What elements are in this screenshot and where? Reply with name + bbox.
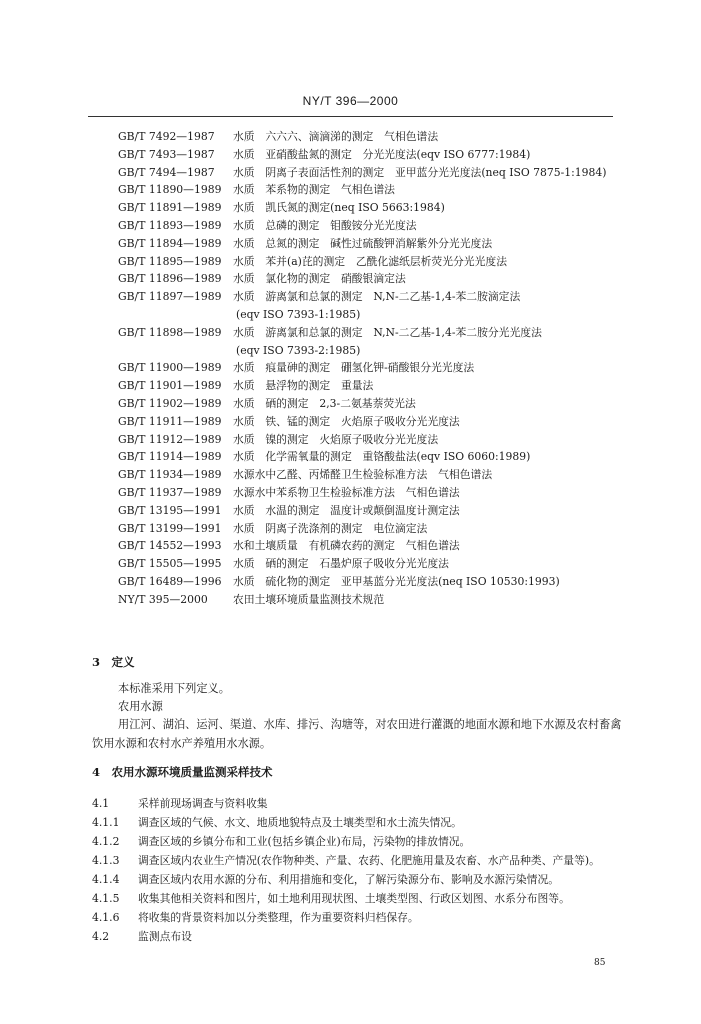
reference-code: GB/T 13195—1991	[118, 503, 222, 517]
reference-title: 水质 总磷的测定 钼酸铵分光光度法	[233, 218, 417, 232]
reference-title: 水质 亚硝酸盐氮的测定 分光光度法(eqv ISO 6777:1984)	[233, 147, 531, 161]
reference-row	[118, 484, 638, 502]
clause-item	[92, 891, 570, 906]
reference-code: GB/T 16489—1996	[118, 574, 222, 588]
reference-title: 农田土壤环境质量监测技术规范	[233, 592, 385, 606]
reference-row	[118, 146, 638, 164]
clause-number: 4.1.2	[92, 835, 120, 848]
reference-row	[118, 413, 638, 431]
reference-row	[118, 342, 638, 360]
reference-row	[118, 395, 638, 413]
reference-title: 水质 阴离子洗涤剂的测定 电位滴定法	[233, 521, 428, 535]
reference-code: GB/T 11901—1989	[118, 379, 222, 393]
clause-text: 监测点布设	[138, 930, 192, 943]
reference-title: (eqv ISO 7393-1:1985)	[236, 307, 361, 321]
clause-number: 4.1.6	[92, 911, 120, 924]
clause-text: 收集其他相关资料和图片，如土地利用现状图、土壤类型图、行政区划图、水系分布图等。	[138, 892, 570, 905]
reference-title: 水质 氯化物的测定 硝酸银滴定法	[233, 272, 406, 286]
clause-item	[92, 815, 462, 830]
reference-code: NY/T 395—2000	[118, 592, 208, 606]
reference-row	[118, 253, 638, 271]
clause-text: 调查区域内农用水源的分布、利用措施和变化，了解污染源分布、影响及水源污染情况。	[138, 873, 560, 886]
section-3-intro: 本标准采用下列定义。	[118, 682, 230, 695]
clause-text: 调查区域的气候、水文、地质地貌特点及土壤类型和水土流失情况。	[138, 816, 462, 829]
reference-code: GB/T 7492—1987	[118, 130, 215, 143]
reference-code: GB/T 11897—1989	[118, 290, 222, 304]
reference-code: GB/T 14552—1993	[118, 539, 222, 553]
section-4-heading: 4 农用水源环境质量监测采样技术	[92, 765, 273, 779]
page-number: 85	[594, 958, 606, 968]
reference-title: 水质 硒的测定 石墨炉原子吸收分光光度法	[233, 557, 449, 571]
clause-number: 4.2	[92, 930, 110, 943]
reference-row	[118, 555, 638, 573]
normative-references-list	[118, 128, 638, 609]
definition-line-1: 用江河、湖泊、运河、渠道、水库、排污、沟塘等，对农田进行灌溉的地面水源和地下水源及农村畜禽	[118, 718, 622, 731]
reference-code: GB/T 11911—1989	[118, 414, 222, 428]
reference-row	[118, 573, 638, 591]
reference-row	[118, 270, 638, 288]
reference-row	[118, 199, 638, 217]
reference-title: 水质 苯系物的测定 气相色谱法	[233, 183, 395, 197]
reference-row	[118, 235, 638, 253]
header-rule	[88, 116, 613, 117]
reference-code: GB/T 11934—1989	[118, 468, 222, 482]
reference-row	[118, 128, 638, 146]
reference-row	[118, 537, 638, 555]
clause-number: 4.1.5	[92, 892, 120, 905]
clause-text: 调查区域内农业生产情况(农作物种类、产量、农药、化肥施用量及农畜、水产品种类、产量等)。	[138, 854, 600, 867]
reference-title: 水质 硒的测定 2,3-二氨基萘荧光法	[233, 396, 416, 410]
clause-text: 将收集的背景资料加以分类整理，作为重要资料归档保存。	[138, 911, 419, 924]
reference-title: 水质 硫化物的测定 亚甲基蓝分光光度法(neq ISO 10530:1993)	[233, 574, 560, 588]
reference-title: 水质 凯氏氮的测定(neq ISO 5663:1984)	[233, 201, 445, 215]
reference-code: GB/T 7494—1987	[118, 165, 215, 179]
reference-title: 水质 游离氯和总氯的测定 N,N-二乙基-1,4-苯二胺滴定法	[233, 290, 521, 304]
reference-code: GB/T 11900—1989	[118, 361, 222, 375]
clause-item	[92, 872, 559, 887]
section-3-heading: 3 定义	[92, 655, 135, 669]
reference-title: 水质 痕量砷的测定 硼氢化钾-硝酸银分光光度法	[233, 361, 475, 375]
term-agricultural-water-source: 农用水源	[118, 700, 163, 713]
clause-number: 4.1.4	[92, 873, 120, 886]
reference-code: GB/T 11890—1989	[118, 183, 222, 197]
clause-number: 4.1	[92, 797, 110, 810]
clause-item	[92, 853, 600, 868]
reference-row	[118, 324, 638, 342]
reference-code: GB/T 11898—1989	[118, 325, 222, 339]
reference-title: 水质 铁、锰的测定 火焰原子吸收分光光度法	[233, 414, 460, 428]
reference-code: GB/T 11937—1989	[118, 485, 222, 499]
reference-row	[118, 164, 638, 182]
standard-header: NY/T 396—2000	[302, 94, 399, 108]
clause-text: 采样前现场调查与资料收集	[138, 797, 268, 810]
reference-code: GB/T 11895—1989	[118, 254, 222, 268]
reference-title: 水质 镍的测定 火焰原子吸收分光光度法	[233, 432, 439, 446]
reference-title: 水质 水温的测定 温度计或颠倒温度计测定法	[233, 503, 460, 517]
reference-title: 水质 阴离子表面活性剂的测定 亚甲蓝分光光度法(neq ISO 7875-1:1984)	[233, 165, 607, 179]
reference-row	[118, 591, 638, 609]
reference-row	[118, 502, 638, 520]
clause-item	[92, 929, 192, 944]
definition-line-2: 饮用水源和农村水产养殖用水水源。	[92, 737, 272, 750]
reference-row	[118, 359, 638, 377]
reference-code: GB/T 11902—1989	[118, 396, 222, 410]
reference-code: GB/T 11912—1989	[118, 432, 222, 446]
clause-item	[92, 796, 268, 811]
reference-row	[118, 448, 638, 466]
reference-code: GB/T 15505—1995	[118, 557, 222, 571]
reference-title: 水质 悬浮物的测定 重量法	[233, 379, 374, 393]
reference-code: GB/T 11914—1989	[118, 450, 222, 464]
reference-code: GB/T 11891—1989	[118, 201, 222, 215]
reference-row	[118, 377, 638, 395]
clause-item	[92, 910, 419, 925]
reference-title: 水和土壤质量 有机磷农药的测定 气相色谱法	[233, 539, 460, 553]
reference-title: 水质 六六六、滴滴涕的测定 气相色谱法	[233, 130, 439, 143]
reference-row	[118, 288, 638, 306]
clause-item	[92, 834, 470, 849]
reference-title: 水源水中乙醛、丙烯醛卫生检验标准方法 气相色谱法	[233, 468, 493, 482]
reference-row	[118, 520, 638, 538]
reference-row	[118, 431, 638, 449]
reference-title: 水质 游离氯和总氯的测定 N,N-二乙基-1,4-苯二胺分光光度法	[233, 325, 542, 339]
reference-code: GB/T 7493—1987	[118, 147, 215, 161]
reference-row	[118, 306, 638, 324]
reference-code: GB/T 11894—1989	[118, 236, 222, 250]
reference-row	[118, 217, 638, 235]
reference-title: 水质 总氮的测定 碱性过硫酸钾消解紫外分光光度法	[233, 236, 493, 250]
reference-code: GB/T 13199—1991	[118, 521, 222, 535]
reference-title: 水源水中苯系物卫生检验标准方法 气相色谱法	[233, 485, 460, 499]
reference-row	[118, 466, 638, 484]
clause-number: 4.1.3	[92, 854, 120, 867]
clause-text: 调查区域的乡镇分布和工业(包括乡镇企业)布局，污染物的排放情况。	[138, 835, 471, 848]
reference-title: 水质 化学需氧量的测定 重铬酸盐法(eqv ISO 6060:1989)	[233, 450, 531, 464]
reference-code: GB/T 11896—1989	[118, 272, 222, 286]
reference-row	[118, 181, 638, 199]
reference-title: 水质 苯并(a)芘的测定 乙酰化滤纸层析荧光分光光度法	[233, 254, 507, 268]
reference-code: GB/T 11893—1989	[118, 218, 222, 232]
clause-number: 4.1.1	[92, 816, 120, 829]
reference-title: (eqv ISO 7393-2:1985)	[236, 343, 361, 357]
